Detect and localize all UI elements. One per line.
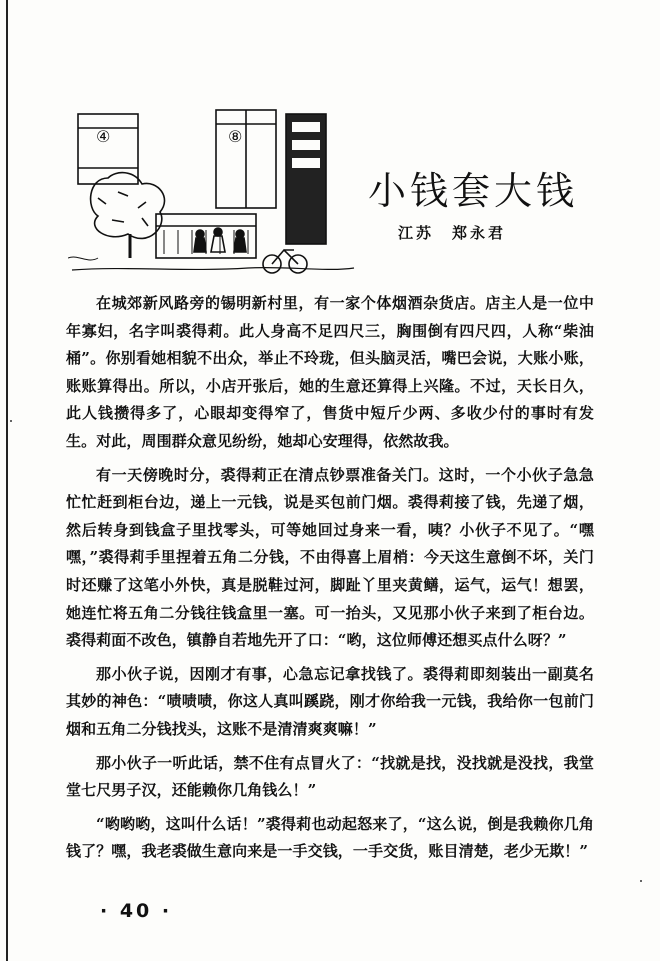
paragraph: 在城郊新风路旁的锡明新村里，有一家个体烟酒杂货店。店主人是一位中年寡妇，名字叫裘得莉。此人身高不足四尺三，胸围倒有四尺四，人称“柴油桶”。你别看她相貌不出众，举止不玲珑，但头脑灵活，嘴巴会说，大账小账，账账算得出。所以，小店开张后，她的生意还算得上兴隆。不过，天长日久，此人钱攒得多了，心眼却变得窄了，售货中短斤少两、多收少付的事时有发生。对此，周围群众意见纷纷，她却心安理得，依然故我。 [66,294,594,450]
sign-right-icon: ⑧ [228,127,243,146]
page-number: · 40 · [100,900,173,922]
sign-left-icon: ④ [96,127,111,146]
scan-speck [640,880,642,882]
tree-canopy [91,173,165,239]
paragraph: “哟哟哟，这叫什么话！”裘得莉也动起怒来了，“这么说，倒是我赖你几角钱了？嘿，我老裘做生意向来是一手交钱，一手交货，账目清楚，老少无欺！” [66,814,594,861]
page-edge-line [6,0,8,961]
header-illustration [68,108,358,278]
scan-speck [10,420,12,422]
paragraph: 那小伙子说，因刚才有事，心急忘记拿找钱了。裘得莉即刻装出一副莫名其妙的神色：“啧啧啧，你这人真叫蹊跷，刚才你给我一元钱，我给你一包前门烟和五角二分钱找头，这账不是清清爽爽嘛！” [66,664,594,738]
paragraph: 有一天傍晚时分，裘得莉正在清点钞票准备关门。这时，一个小伙子急急忙忙赶到柜台边，递上一元钱，说是买包前门烟。裘得莉接了钱，先递了烟，然后转身到钱盒子里找零头，可等她回过身来一看，咦？小伙子不见了。“嘿嘿，”裘得莉手里捏着五角二分钱，不由得喜上眉梢：今天这生意倒不坏，关门时还赚了这笔小外快，真是脱鞋过河，脚趾丫里夹黄鳝，运气，运气！想罢，她连忙将五角二分钱往钱盒里一塞。可一抬头，又见那小伙子来到了柜台边。裘得莉面不改色，镇静自若地先开了口：“哟，这位师傅还想买点什么呀？” [66,465,594,650]
paragraph: 那小伙子一听此话，禁不住有点冒火了：“找就是找，没找就是没找，我堂堂七尺男子汉，还能赖你几角钱么！” [66,753,594,800]
article-body [66,290,594,872]
article-title: 小钱套大钱 [368,169,579,213]
right-building [286,114,326,244]
article-author: 江苏 郑永君 [398,224,507,242]
